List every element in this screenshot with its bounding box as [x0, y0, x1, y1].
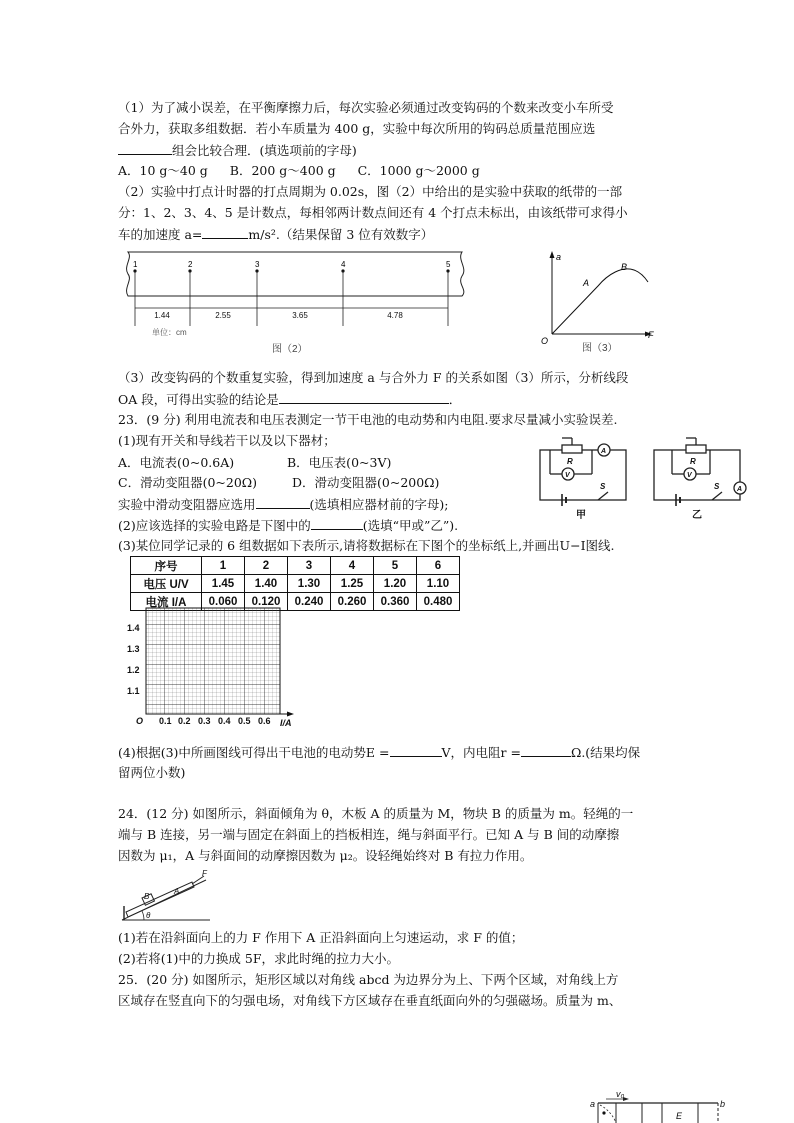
q23-option-c: C．滑动变阻器(0~20Ω) — [118, 475, 258, 490]
q22-part2-line1: （2）实验中打点计时器的打点周期为 0.02s，图（2）中给出的是实验中获取的纸带的一部 — [118, 184, 623, 199]
q25-line2: 区域存在竖直向下的匀强电场，对角线下方区域存在垂直纸面向外的匀强磁场。质量为 m、 — [118, 993, 622, 1008]
x-tick-label: 0.3 — [198, 716, 211, 726]
voltmeter-label: V — [565, 472, 570, 479]
point-label: 5 — [446, 260, 451, 269]
point-a-label: A — [583, 278, 590, 288]
figure-caption: 图（2） — [272, 344, 308, 355]
table-row — [131, 575, 460, 593]
q23-line8: 留两位小数) — [118, 765, 186, 780]
answer-blank[interactable] — [118, 142, 172, 155]
switch-label: S — [600, 482, 606, 491]
table-cell: 1.20 — [374, 575, 417, 593]
corner-a-label: a — [590, 1099, 596, 1109]
tape-points — [133, 260, 451, 273]
q23-line2: (1)现有开关和导线若干以及以下器材； — [118, 433, 336, 448]
circuit-caption-yi: 乙 — [692, 510, 702, 521]
table-cell: 5 — [374, 557, 417, 575]
circuit-diagrams — [532, 436, 762, 524]
table-cell: 0.360 — [374, 593, 417, 611]
answer-blank[interactable] — [521, 744, 571, 757]
q23-line4: 实验中滑动变阻器应选用 (选填相应器材前的字母); — [118, 497, 449, 512]
table-cell: 6 — [417, 557, 460, 575]
origin-label: O — [541, 336, 549, 346]
table-cell: 1.45 — [202, 575, 245, 593]
table-cell: 1.30 — [288, 575, 331, 593]
block-b-label: B — [144, 892, 150, 901]
x-tick-label: 0.6 — [258, 716, 271, 726]
y-axis-label: a — [556, 252, 562, 262]
x-axis-label: F — [648, 330, 654, 340]
gap-label: 4.78 — [387, 311, 403, 320]
q22-options — [118, 163, 480, 179]
answer-blank[interactable] — [279, 391, 449, 404]
x-axis-label: I/A — [280, 718, 292, 728]
origin-label: O — [136, 716, 144, 726]
table-row-label: 电压 U/V — [131, 575, 202, 593]
answer-blank[interactable] — [390, 744, 442, 757]
table-cell: 0.480 — [417, 593, 460, 611]
table-header: 序号 — [131, 557, 202, 575]
circuit-jia — [540, 438, 626, 506]
ammeter-label: A — [737, 486, 743, 493]
q22-part3-line2: OA 段，可得出实验的结论是 ． — [118, 392, 462, 407]
field-region-figure — [586, 1087, 736, 1123]
point-b-label: B — [621, 262, 628, 272]
a-f-graph-figure — [536, 248, 666, 356]
point-label: 3 — [255, 260, 260, 269]
x-tick-label: 0.1 — [159, 716, 172, 726]
q24-sub1: (1)若在沿斜面向上的力 F 作用下 A 正沿斜面向上匀速运动，求 F 的值； — [118, 930, 524, 945]
q24-line3: 因数为 μ₁，A 与斜面间的动摩擦因数为 μ₂。设轻绳始终对 B 有拉力作用。 — [118, 848, 533, 863]
q24-line1: 24．(12 分) 如图所示，斜面倾角为 θ，木板 A 的质量为 M，物块 B 的质量为 m。轻绳的一 — [118, 806, 634, 821]
table-row — [131, 557, 460, 575]
graph-paper — [124, 604, 304, 728]
x-tick-label: 0.2 — [178, 716, 191, 726]
r-label: R — [567, 457, 573, 466]
gap-label: 2.55 — [215, 311, 231, 320]
paper-tape-figure — [118, 248, 468, 360]
table-cell: 0.060 — [202, 593, 245, 611]
q23-option-b: B．电压表(0~3V) — [287, 455, 392, 470]
table-row-label: 电流 I/A — [131, 593, 202, 611]
incline-figure — [118, 868, 214, 924]
answer-blank[interactable] — [202, 226, 248, 239]
table-cell: 0.240 — [288, 593, 331, 611]
q23-option-a: A．电流表(0~0.6A) — [118, 455, 235, 470]
board-a-label: A — [174, 887, 180, 896]
q22-part2-line2: 分：1、2、3、4、5 是计数点，每相邻两计数点间还有 4 个打点未标出，由该纸带可求得小 — [118, 205, 628, 220]
table-cell: 0.120 — [245, 593, 288, 611]
gap-label: 3.65 — [292, 311, 308, 320]
angle-label: θ — [146, 911, 151, 920]
point-label: 4 — [341, 260, 346, 269]
gap-label: 1.44 — [154, 311, 170, 320]
option-b: B．200 g～400 g — [229, 163, 336, 178]
table-cell: 4 — [331, 557, 374, 575]
switch-label: S — [714, 482, 720, 491]
velocity-label: v₀ — [616, 1089, 625, 1099]
option-c: C．1000 g～2000 g — [357, 163, 480, 178]
q22-part1-line3: 组会比较合理．(填选项前的字母) — [118, 142, 357, 159]
data-table — [130, 556, 460, 611]
point-label: 2 — [188, 260, 193, 269]
q22-part3-line1: （3）改变钩码的个数重复实验，得到加速度 a 与合外力 F 的关系如图（3）所示，分析线段 — [118, 370, 629, 385]
force-label: F — [202, 869, 207, 878]
y-tick-label: 1.2 — [127, 665, 140, 675]
table-cell: 1.40 — [245, 575, 288, 593]
x-tick-label: 0.5 — [238, 716, 251, 726]
q25-line1: 25．(20 分) 如图所示，矩形区域以对角线 abcd 为边界分为上、下两个区域，对角线上方 — [118, 972, 619, 987]
option-a: A．10 g～40 g — [118, 163, 208, 178]
y-tick-label: 1.4 — [127, 623, 140, 633]
answer-blank[interactable] — [311, 517, 363, 530]
ammeter-label: A — [601, 448, 607, 455]
q23-option-d: D．滑动变阻器(0~200Ω) — [292, 475, 440, 490]
q24-line2: 端与 B 连接，另一端与固定在斜面上的挡板相连，绳与斜面平行。已知 A 与 B 间的动摩擦 — [118, 827, 620, 842]
voltmeter-label: V — [687, 472, 692, 479]
q22-part1-line2: 合外力，获取多组数据．若小车质量为 400 g，实验中每次所用的钩码总质量范围应选 — [118, 121, 596, 136]
q22-part1-line1: （1）为了减小误差，在平衡摩擦力后，每次实验必须通过改变钩码的个数来改变小车所受 — [118, 100, 614, 115]
table-cell: 3 — [288, 557, 331, 575]
q22-part2-line3: 车的加速度 a= m/s².（结果保留 3 位有效数字） — [118, 227, 434, 242]
circuit-yi — [654, 438, 746, 506]
point-label: 1 — [133, 260, 138, 269]
unit-label: 单位：cm — [152, 328, 187, 337]
x-tick-label: 0.4 — [218, 716, 231, 726]
table-cell: 2 — [245, 557, 288, 575]
circuit-caption-jia: 甲 — [576, 510, 586, 521]
field-e-label: E — [676, 1111, 683, 1121]
table-cell: 1 — [202, 557, 245, 575]
q23-line6: (3)某位同学记录的 6 组数据如下表所示,请将数据标在下图个的坐标纸上,并画出U−I图线. — [118, 538, 615, 553]
table-cell: 1.25 — [331, 575, 374, 593]
q23-line7: (4)根据(3)中所画图线可得出干电池的电动势E = V，内电阻r = Ω.(结果均保 — [118, 745, 641, 760]
table-cell: 1.10 — [417, 575, 460, 593]
q23-line5: (2)应该选择的实验电路是下图中的 (选填“甲或”乙”). — [118, 518, 459, 533]
answer-blank[interactable] — [256, 496, 310, 509]
corner-b-label: b — [720, 1099, 726, 1109]
q24-sub2: (2)若将(1)中的力换成 5F，求此时绳的拉力大小。 — [118, 951, 400, 966]
r-label: R — [690, 457, 696, 466]
figure-caption: 图（3） — [582, 343, 618, 354]
y-tick-label: 1.3 — [127, 644, 140, 654]
table-cell: 0.260 — [331, 593, 374, 611]
q23-line1: 23．(9 分) 利用电流表和电压表测定一节干电池的电动势和内电阻.要求尽量减小实验误差. — [118, 412, 618, 427]
y-tick-label: 1.1 — [127, 686, 140, 696]
